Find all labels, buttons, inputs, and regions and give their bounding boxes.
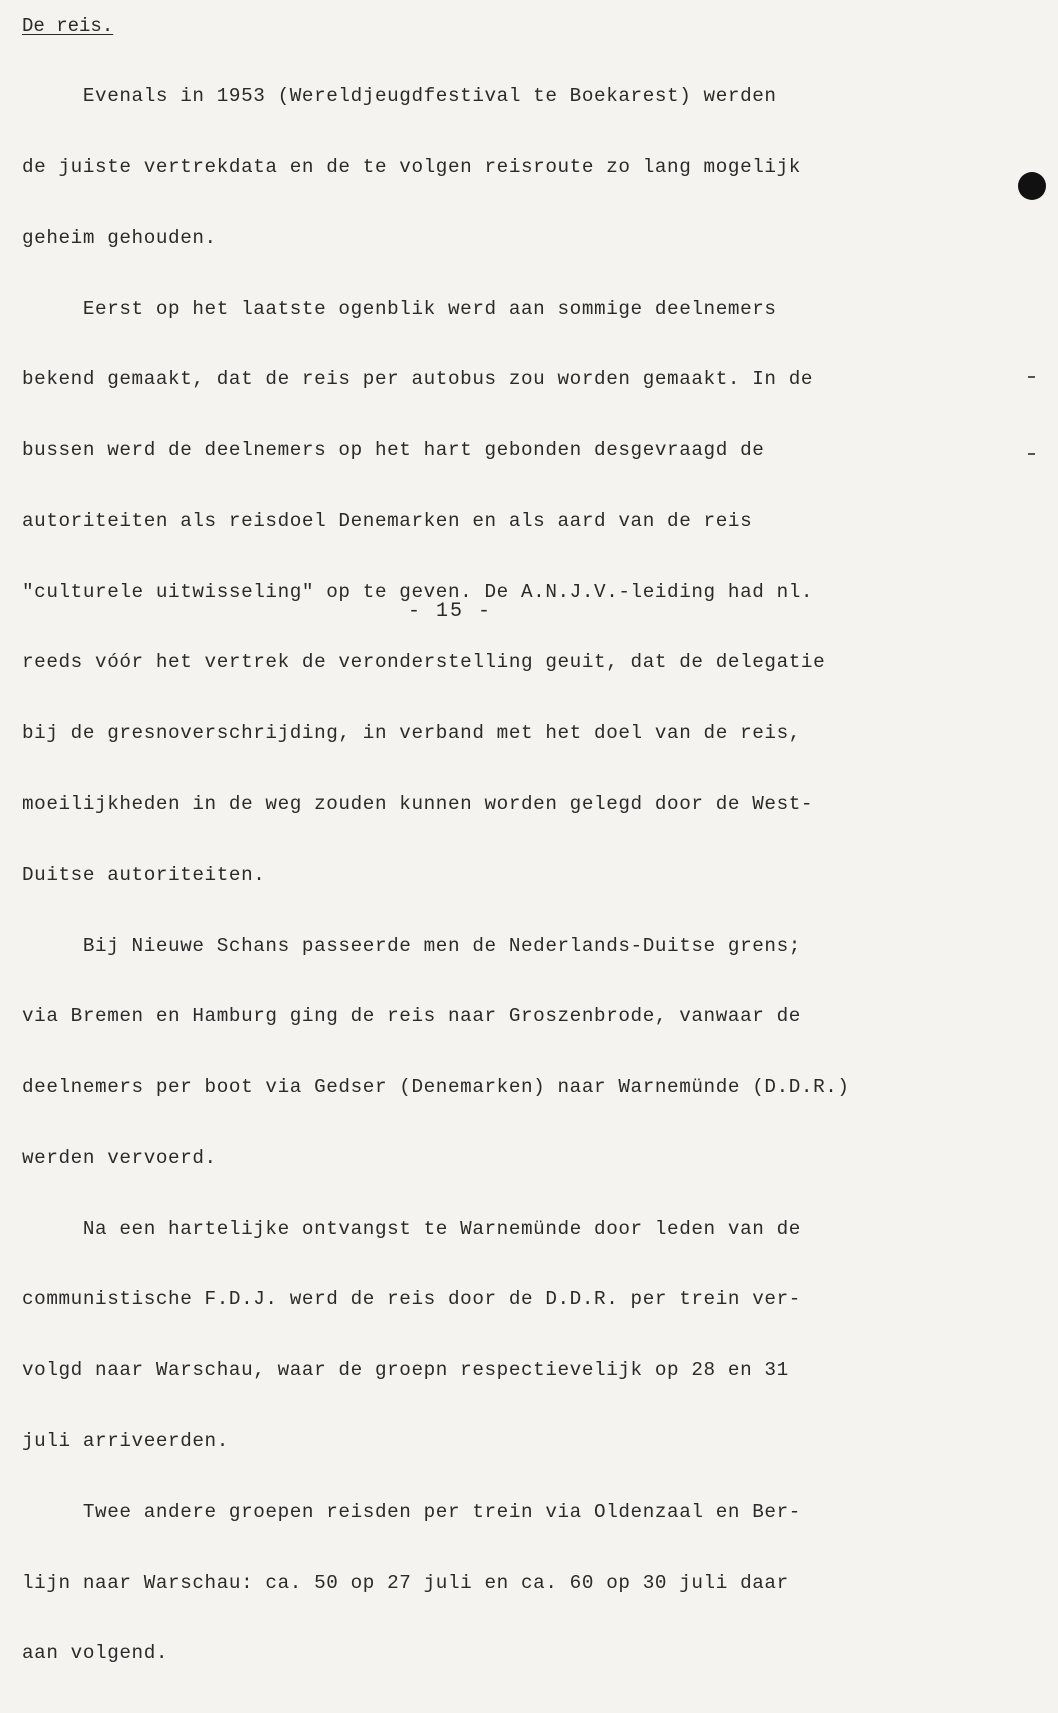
text-line: de juiste vertrekdata en de te volgen reisroute zo lang mogelijk — [22, 155, 801, 178]
text-line: bussen werd de deelnemers op het hart gebonden desgevraagd de — [22, 439, 765, 462]
margin-dash-mark — [1028, 376, 1035, 378]
margin-dash-mark — [1028, 453, 1035, 455]
text-line: moeilijkheden in de weg zouden kunnen worden gelegd door de West- — [22, 793, 814, 815]
text-line: deelnemers per boot via Gedser (Denemarken) naar Warnemünde (D.D.R.) — [22, 1076, 850, 1099]
text-line: geheim gehouden. — [22, 226, 217, 249]
text-line: bij de gresnoverschrijding, in verband met het doel van de reis, — [22, 722, 801, 745]
body-text — [22, 38, 1032, 1713]
text-line: werden vervoerd. — [22, 1146, 217, 1169]
text-line: Eerst op het laatste ogenblik werd aan sommige deelnemers — [22, 297, 777, 320]
text-line: reeds vóór het vertrek de veronderstelling geuit, dat de delegatie — [22, 651, 826, 674]
text-line: autoriteiten als reisdoel Denemarken en als aard van de reis — [22, 509, 753, 532]
text-line: communistische F.D.J. werd de reis door de D.D.R. per trein ver- — [22, 1288, 801, 1311]
text-line: Duitse autoriteiten. — [22, 863, 266, 886]
text-line: via Bremen en Hamburg ging de reis naar Groszenbrode, vanwaar de — [22, 1005, 801, 1028]
text-line: aan volgend. — [22, 1642, 169, 1665]
text-line: Twee andere groepen reisden per trein via Oldenzaal en Ber- — [22, 1500, 801, 1523]
page-number: - 15 - — [407, 600, 492, 623]
section-heading: De reis. — [22, 15, 114, 37]
text-line: lijn naar Warschau: ca. 50 op 27 juli en ca. 60 op 30 juli daar — [22, 1571, 789, 1594]
hole-punch-mark — [1018, 172, 1046, 200]
text-line: Na een hartelijke ontvangst te Warnemünde door leden van de — [22, 1217, 801, 1240]
text-line: Bij Nieuwe Schans passeerde men de Nederlands-Duitse grens; — [22, 934, 801, 957]
text-line: "culturele uitwisseling" op te geven. De A.N.J.V.-leiding had nl. — [22, 580, 814, 603]
text-line: Evenals in 1953 (Wereldjeugdfestival te Boekarest) werden — [22, 85, 777, 108]
text-line: bekend gemaakt, dat de reis per autobus zou worden gemaakt. In de — [22, 368, 814, 391]
text-line: juli arriveerden. — [22, 1430, 229, 1453]
text-line: volgd naar Warschau, waar de groepn respectievelijk op 28 en 31 — [22, 1359, 789, 1382]
